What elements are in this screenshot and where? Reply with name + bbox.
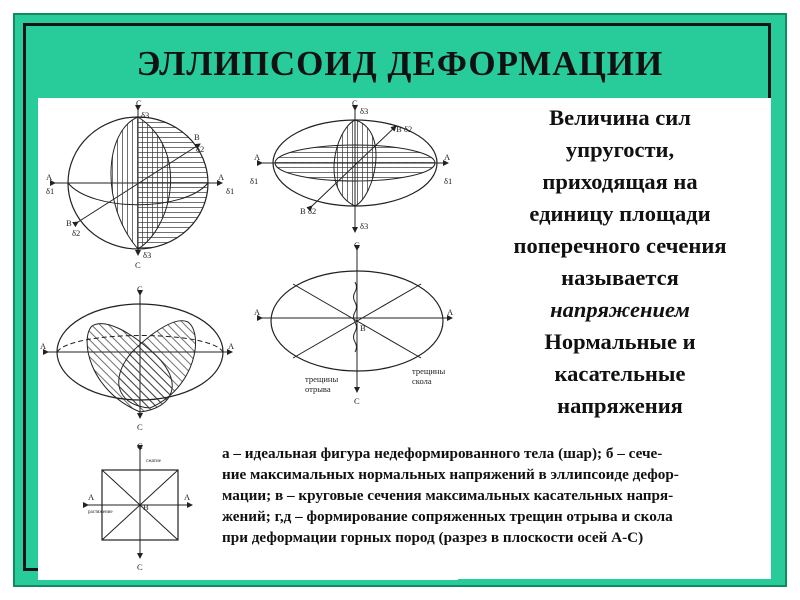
label-crack-tension-2: отрыва — [305, 384, 331, 394]
caption-line: мации; в – круговые сечения максимальных касательных напря- — [222, 487, 674, 504]
label-a-left: A — [46, 172, 53, 182]
label-delta1-left-b: δ1 — [250, 176, 259, 186]
label-b-center-e: B — [143, 502, 149, 512]
label-c-top-b: C — [352, 98, 358, 108]
label-crack-shear-2: скола — [412, 376, 432, 386]
label-c-bottom-d: C — [354, 396, 360, 406]
diagram-cracks — [254, 240, 454, 406]
slide-title: ЭЛЛИПСОИД ДЕФОРМАЦИИ — [136, 44, 664, 83]
label-delta2-bottom: δ2 — [72, 228, 81, 238]
label-a-left-e: A — [88, 492, 95, 502]
text-line: упругости, — [565, 137, 675, 162]
label-c-top-e: C — [137, 441, 143, 451]
label-delta1-right: δ1 — [226, 186, 235, 196]
label-delta3-top-b: δ3 — [360, 106, 369, 116]
text-line: касательные — [554, 361, 686, 386]
label-b-top-b: B — [396, 124, 402, 134]
label-b-bottom-b: B — [300, 206, 306, 216]
label-delta2-top: δ2 — [196, 144, 205, 154]
label-delta3-top: δ3 — [141, 110, 150, 120]
label-a-left-d: A — [254, 307, 261, 317]
text-line: поперечного сечения — [513, 233, 727, 258]
text-line-term: напряжением — [550, 297, 690, 322]
label-crack-shear-1: трещины — [412, 366, 446, 376]
label-delta2-top-b: δ2 — [404, 124, 413, 134]
diagram-sphere — [46, 98, 234, 270]
label-a-right-b: A — [444, 152, 451, 162]
label-c-bottom-c: C — [137, 422, 143, 432]
definition-text — [480, 102, 760, 422]
label-a-right-d: A — [447, 307, 454, 317]
text-line: напряжения — [557, 393, 683, 418]
label-b-top: B — [194, 132, 200, 142]
diagram-normal-stress — [250, 98, 452, 232]
label-c-top-c: C — [137, 284, 143, 294]
text-line: Величина сил — [549, 105, 691, 130]
label-delta1-right-b: δ1 — [444, 176, 453, 186]
label-delta3-bottom-b: δ3 — [360, 221, 369, 231]
caption-line: при деформации горных пород (разрез в плоскости осей А-С) — [222, 529, 644, 546]
label-c-bottom-e: C — [137, 562, 143, 572]
text-line: называется — [561, 265, 679, 290]
label-a-right-c: A — [228, 341, 235, 351]
label-b-bottom: B — [66, 218, 72, 228]
caption-line: жений; г,д – формирование сопряженных трещин отрыва и скола — [222, 508, 673, 525]
label-a-left-c: A — [40, 341, 47, 351]
text-line: Нормальные и — [544, 329, 696, 354]
diagram-shear-sections — [40, 284, 235, 432]
label-c-top: C — [136, 98, 142, 108]
caption-line: а – идеальная фигура недеформированного тела (шар); б – сече- — [222, 445, 663, 462]
caption-line: ние максимальных нормальных напряжений в эллипсоиде дефор- — [222, 466, 679, 483]
label-delta3-bottom: δ3 — [143, 250, 152, 260]
figure-caption — [222, 443, 762, 548]
label-stretch: растяжение — [88, 510, 113, 515]
label-c-bottom: C — [135, 260, 141, 270]
diagram-square — [88, 441, 192, 572]
label-a-left-b: A — [254, 152, 261, 162]
label-b-center-d: B — [360, 323, 366, 333]
label-crack-tension-1: трещины — [305, 374, 339, 384]
label-c-top-d: C — [354, 240, 360, 250]
text-line: приходящая на — [542, 169, 698, 194]
label-delta1-left: δ1 — [46, 186, 55, 196]
label-a-right-e: A — [184, 492, 191, 502]
label-delta2-bottom-b: δ2 — [308, 206, 317, 216]
text-line: единицу площади — [529, 201, 711, 226]
label-a-right: A — [218, 172, 225, 182]
label-compress: сжатие — [146, 459, 161, 464]
